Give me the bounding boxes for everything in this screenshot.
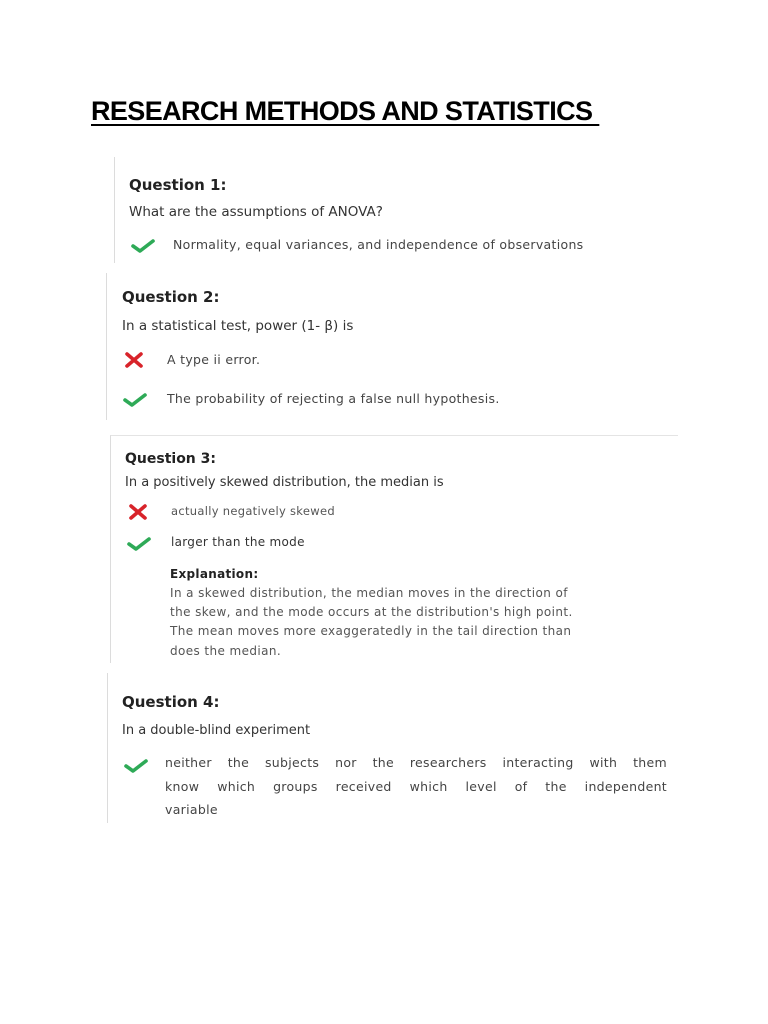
answer-correct (131, 237, 583, 253)
question-card-1 (114, 157, 678, 263)
answer-correct (127, 535, 305, 551)
answer-text: Normality, equal variances, and independence of observations (173, 237, 584, 252)
answer-incorrect (123, 352, 260, 368)
question-card-2 (106, 273, 678, 420)
answer-text: A type ii error. (167, 352, 261, 367)
answer-text: The probability of rejecting a false null hypothesis. (167, 391, 500, 406)
question-text: In a statistical test, power (1- β) is (122, 318, 354, 334)
answer-correct (123, 391, 500, 407)
answer-incorrect (127, 504, 335, 520)
check-icon (131, 237, 155, 253)
answer-correct (124, 757, 667, 822)
explanation-heading: Explanation: (170, 567, 259, 581)
question-title: Question 1: (129, 176, 227, 194)
question-card-4 (107, 673, 678, 823)
answer-text: larger than the mode (171, 535, 305, 549)
explanation-line: the skew, and the mode occurs at the distribution's high point. (170, 605, 573, 620)
question-text: What are the assumptions of ANOVA? (129, 204, 383, 220)
answer-text: actually negatively skewed (171, 504, 335, 518)
answer-line: neither the subjects nor the researchers interacting with them (165, 755, 667, 770)
explanation-line: The mean moves more exaggeratedly in the tail direction than (170, 624, 572, 639)
answer-text (165, 751, 667, 822)
check-icon (124, 757, 148, 773)
question-text: In a double-blind experiment (122, 723, 311, 738)
answer-line: know which groups received which level of the independent (165, 778, 667, 794)
cross-icon (123, 352, 147, 368)
explanation-text (170, 584, 573, 661)
explanation-line: In a skewed distribution, the median moves in the direction of (170, 586, 568, 600)
question-title: Question 3: (125, 451, 216, 467)
answer-line: variable (165, 802, 218, 817)
explanation-line: does the median. (170, 643, 282, 658)
check-icon (127, 535, 151, 551)
question-text: In a positively skewed distribution, the median is (125, 475, 444, 490)
question-card-3 (110, 435, 678, 663)
question-title: Question 2: (122, 288, 220, 306)
cross-icon (127, 504, 151, 520)
document-title: RESEARCH METHODS AND STATISTICS (91, 96, 600, 126)
question-title: Question 4: (122, 693, 220, 711)
check-icon (123, 391, 147, 407)
